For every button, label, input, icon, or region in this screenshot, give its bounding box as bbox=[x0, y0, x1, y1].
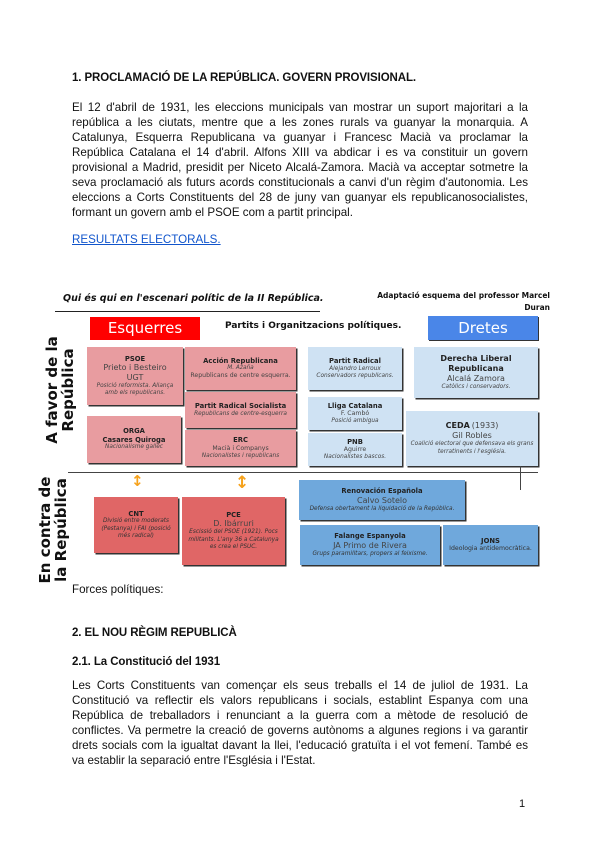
double-arrow-icon: ↕ bbox=[131, 472, 144, 490]
section-2-heading: 2. EL NOU RÈGIM REPUBLICÀ bbox=[72, 627, 237, 639]
party-lliga bbox=[308, 397, 402, 430]
party-text: Lliga Catalana bbox=[327, 401, 383, 410]
party-text: Gil Robles bbox=[452, 431, 492, 441]
party-jons bbox=[443, 525, 538, 565]
party-text: D. Ibárruri bbox=[213, 519, 254, 529]
page-number: 1 bbox=[519, 798, 526, 810]
party-text: Coalició electoral que defensava els grans terratinents i l'església. bbox=[410, 441, 534, 455]
party-text: Nacionalisme gallec bbox=[105, 444, 163, 451]
party-accion-republicana bbox=[185, 347, 296, 390]
party-text: Partit Radical Socialista bbox=[194, 402, 287, 411]
party-text: Posició ambigua bbox=[331, 418, 379, 424]
party-text: CNT bbox=[128, 509, 144, 518]
favor-label: A favor de la República bbox=[43, 336, 77, 444]
left-wing-label: Esquerres bbox=[90, 317, 200, 340]
party-text: JONS bbox=[481, 536, 500, 545]
section-1-paragraph: El 12 d'abril de 1931, les eleccions municipals van mostrar un suport majoritari a la república a les ciutats, mentre que a les zones rurals va guanyar la monarquia. A Catalunya, Esquerra Republicana va guanyar i Francesc Macià va proclamar la República Catalana el 14 d'abril. Alfons XIII va abdicar i es va constituir un govern provisional a Madrid, presidit per Niceto Alcalá-Zamora. Macià va acceptar sotmetre la seva proclamació als futurs acords constitucionals a canvi d'un règim d'autonomia. Les eleccions a Corts Constituents del 28 de juny van guanyar els republicanosocialistes, formant un govern amb el PSOE com a partit principal. bbox=[72, 101, 528, 219]
party-text: Renovación Española bbox=[341, 487, 423, 496]
party-text: M. Azaña bbox=[227, 365, 254, 372]
credit-line: Adaptació esquema del professor Marcel bbox=[377, 291, 550, 300]
party-erc bbox=[185, 430, 296, 466]
party-text: Partit Radical bbox=[329, 357, 381, 366]
party-radical bbox=[308, 347, 402, 390]
party-renovacion bbox=[299, 480, 465, 520]
party-text: PNB bbox=[347, 437, 363, 446]
section-1-heading: 1. PROCLAMACIÓ DE LA REPÚBLICA. GOVERN PROVISIONAL. bbox=[72, 72, 416, 84]
party-text: Prieto i Besteiro bbox=[103, 363, 167, 372]
party-orga bbox=[87, 416, 181, 463]
party-falange bbox=[300, 525, 440, 565]
electoral-results-link[interactable]: RESULTATS ELECTORALS. bbox=[72, 233, 221, 246]
party-text: Nacionalistes bascos. bbox=[323, 454, 387, 460]
party-ceda bbox=[406, 411, 538, 466]
party-text: Republicans de centre esquerra. bbox=[190, 372, 291, 380]
party-text: Derecha Liberal Republicana bbox=[440, 353, 512, 373]
party-text: Nacionalistes i republicans bbox=[201, 452, 280, 459]
party-text: PSOE bbox=[124, 354, 146, 363]
party-pce bbox=[182, 497, 285, 565]
party-text: PCE bbox=[226, 510, 241, 519]
double-arrow-icon: ↕ bbox=[235, 473, 250, 493]
party-pnb bbox=[308, 433, 402, 466]
party-text: Divisió entre moderats (Pestanya) i FAI (posició més radical) bbox=[101, 518, 171, 539]
party-text: Calvo Sotelo bbox=[356, 495, 408, 505]
party-text: Acción Republicana bbox=[203, 356, 278, 365]
party-text: Republicans de centre-esquerra bbox=[194, 410, 287, 417]
party-text: Grups paramilitars, propers al feixisme. bbox=[312, 550, 428, 557]
right-wing-label: Dretes bbox=[428, 316, 538, 340]
party-text: Ideologia antidemocràtica. bbox=[449, 545, 532, 553]
section-2-paragraph: Les Corts Constituents van començar els seus treballs el 14 de juliol de 1931. La Constitució va reflectir els valors republicans i socials, establint Espanya com una República de treballadors i renunciant a la guerra com a mètode de resolució de conflictes. Va permetre la creació de governs autònoms a algunes regions i va garantir drets socials com la igualtat davant la llei, l'educació gratuïta i el vot femení. També es va establir la separació entre l'Església i l'Estat. bbox=[72, 679, 528, 767]
party-derecha-liberal bbox=[414, 347, 538, 398]
party-text: F. Cambó bbox=[340, 410, 370, 418]
party-text: Casares Quiroga bbox=[102, 435, 166, 444]
diagram-title: Qui és qui en l'escenari polític de la II República. bbox=[63, 293, 324, 304]
section-2-1-heading: 2.1. La Constitució del 1931 bbox=[72, 656, 221, 668]
party-text: Conservadors republicans. bbox=[316, 372, 394, 379]
party-text: Alejandro Lerroux bbox=[329, 365, 381, 372]
credit-line: Duran bbox=[524, 303, 550, 312]
contra-label: En contra de la República bbox=[36, 476, 70, 584]
diagram-credit bbox=[340, 290, 550, 314]
party-psoe bbox=[87, 347, 183, 405]
title-underline bbox=[55, 311, 320, 312]
party-text: Posició reformista. Aliança amb els republicans. bbox=[96, 383, 174, 397]
party-text: Aguirre bbox=[343, 446, 367, 454]
party-radical-socialista bbox=[185, 392, 296, 428]
diagram-caption: Forces polítiques: bbox=[72, 583, 164, 596]
center-label: Partits i Organitzacions polítiques. bbox=[225, 321, 402, 331]
party-text: ERC bbox=[233, 436, 248, 445]
party-text: Macià i Companys bbox=[212, 444, 269, 452]
party-text: Escissió del PSOE (1921). Pocs militants. L'any 36 a Catalunya es crea el PSUC. bbox=[188, 529, 279, 550]
connector-line bbox=[520, 466, 521, 490]
party-text: Falange Espanyola bbox=[334, 532, 406, 541]
party-text: JA Primo de Rivera bbox=[333, 540, 407, 550]
party-cnt bbox=[94, 497, 178, 553]
party-text: UGT bbox=[126, 373, 144, 382]
party-text: Catòlics i conservadors. bbox=[441, 383, 511, 390]
party-text: ORGA bbox=[123, 427, 145, 436]
party-text: Defensa obertament la liquidació de la República. bbox=[309, 505, 455, 512]
party-text: CEDA (1933) bbox=[445, 421, 499, 431]
party-text: Alcalá Zamora bbox=[447, 373, 505, 383]
